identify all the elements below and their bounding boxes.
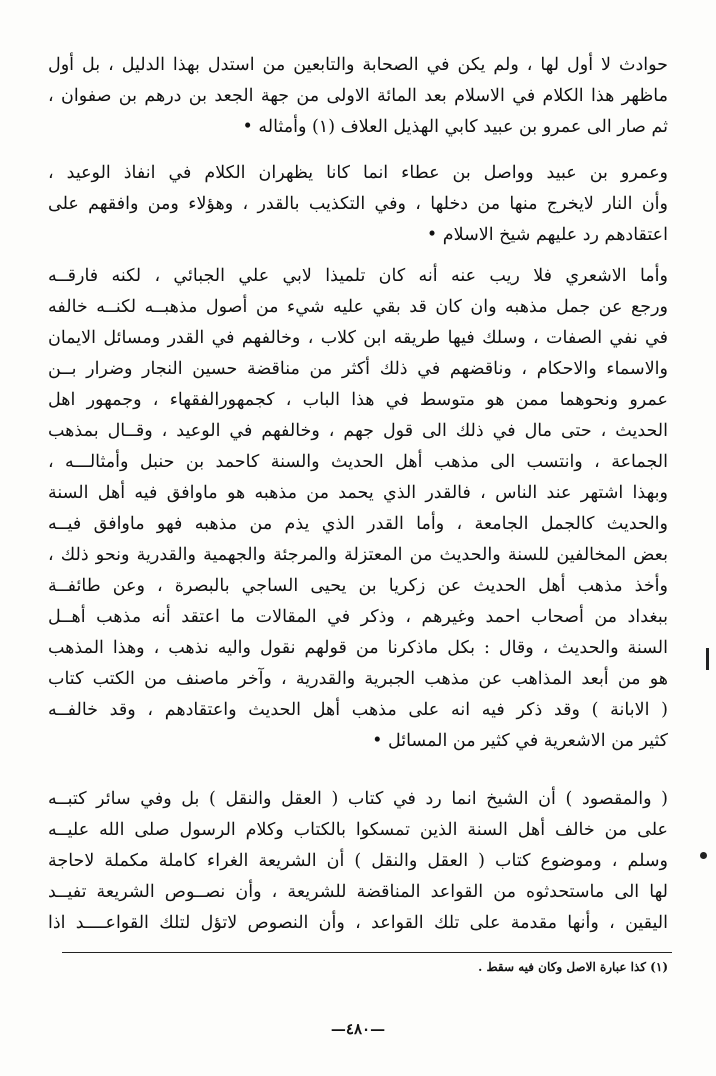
text-line: ماظهر هذا الكلام في الاسلام بعد المائة الاولى من جهة الجعد بن درهم بن صفوان ، bbox=[48, 86, 668, 106]
text-line: ( الابانة ) وقد ذكر فيه انه على مذهب أهل الحديث واعتقادهم ، وقد خالفــه bbox=[48, 700, 668, 720]
text-line: الجماعة ، وانتسب الى مذهب أهل الحديث والسنة كاحمد بن حنبل وأمثالـــه ، bbox=[48, 452, 668, 472]
text-line: اليقين ، وأنها مقدمة على تلك القواعد ، وأن النصوص لاتؤل لتلك القواعــــد اذا bbox=[48, 913, 668, 933]
text-line: وأن النار لايخرج منها من دخلها ، وفي التكذيب بالقدر ، وهؤلاء ومن وافقهم على bbox=[48, 194, 668, 214]
text-line: عمرو ونحوهما ممن هو متوسط في هذا الباب ، كجمهورالفقهاء ، وجمهور اهل bbox=[48, 390, 668, 410]
text-line: بعض المخالفين للسنة والحديث من المعتزلة والمرجئة والجهمية والقدرية ونحو ذلك ، bbox=[48, 545, 668, 565]
paragraph-3 bbox=[48, 261, 668, 757]
footnote-divider bbox=[62, 952, 672, 953]
text-line: ببغداد من أصحاب احمد وغيرهم ، وذكر في المقالات ما اعتقد أنه مذهب أهــل bbox=[48, 607, 668, 627]
text-line: والاسماء والاحكام ، وناقضهم في ذلك أكثر من مناقضة حسين النجار وضرار بــن bbox=[48, 359, 668, 379]
text-line: والحديث كالجمل الجامعة ، وأما القدر الذي يذم من مذهبه فهو ماوافق فيــه bbox=[48, 514, 668, 534]
scan-edge-dot bbox=[700, 852, 707, 859]
text-line: ( والمقصود ) أن الشيخ انما رد في كتاب ( العقل والنقل ) بل وفي سائر كتبــه bbox=[48, 789, 668, 809]
paragraph-1 bbox=[48, 50, 668, 143]
text-line: على من خالف أهل السنة الذين تمسكوا بالكتاب وكلام الرسول صلى الله عليــه bbox=[48, 820, 668, 840]
footnote: (١) كذا عبارة الاصل وكان فيه سقط . bbox=[478, 960, 668, 974]
text-line: حوادث لا أول لها ، ولم يكن في الصحابة والتابعين من استدل بهذا الدليل ، بل أول bbox=[48, 55, 668, 75]
text-line: اعتقادهم رد عليهم شيخ الاسلام • bbox=[426, 225, 668, 245]
text-line: وأخذ مذهب أهل الحديث عن زكريا بن يحيى الساجي بالبصرة ، وعن طائفــة bbox=[48, 576, 668, 596]
text-line: وأما الاشعري فلا ريب عنه أنه كان تلميذا لابي علي الجبائي ، لكنه فارقــه bbox=[48, 266, 668, 286]
text-line: وسلم ، وموضوع كتاب ( العقل والنقل ) أن الشريعة الغراء كاملة مكملة لاحاجة bbox=[48, 851, 668, 871]
page-number: —٤٨٠— bbox=[330, 1020, 386, 1038]
text-line: ثم صار الى عمرو بن عبيد كابي الهذيل العلاف (١) وأمثاله • bbox=[242, 117, 668, 137]
text-line: لها الى ماستحدثوه من القواعد المناقضة للشريعة ، وأن نصــوص الشريعة تفيــد bbox=[48, 882, 668, 902]
text-line: في نفي الصفات ، وسلك فيها طريقه ابن كلاب ، وخالفهم في القدر ومسائل الايمان bbox=[48, 328, 668, 348]
text-line: وبهذا اشتهر عند الناس ، فالقدر الذي يحمد من مذهبه هو ماوافق فيه أهل السنة bbox=[48, 483, 668, 503]
paragraph-4 bbox=[48, 784, 668, 939]
text-line: ورجع عن جمل مذهبه وان كان قد بقي عليه شيء من أصول مذهبــه لكنــه خالفه bbox=[48, 297, 668, 317]
text-line: هو من أبعد المذاهب عن مذهب الجبرية والقدرية ، وآخر ماصنف من الكتب كتاب bbox=[48, 669, 668, 689]
text-line: وعمرو بن عبيد وواصل بن عطاء انما كانا يظهران الكلام في انفاذ الوعيد ، bbox=[48, 163, 668, 183]
text-line: الحديث ، حتى مال في ذلك الى قول جهم ، وخالفهم في الوعيد ، وقــال بمذهب bbox=[48, 421, 668, 441]
scan-edge-mark bbox=[706, 648, 709, 670]
text-line: السنة والحديث ، وقال : بكل ماذكرنا من قولهم نقول واليه نذهب ، وهذا المذهب bbox=[48, 638, 668, 658]
paragraph-2 bbox=[48, 158, 668, 251]
text-line: كثير من الاشعرية في كثير من المسائل • bbox=[372, 731, 668, 751]
